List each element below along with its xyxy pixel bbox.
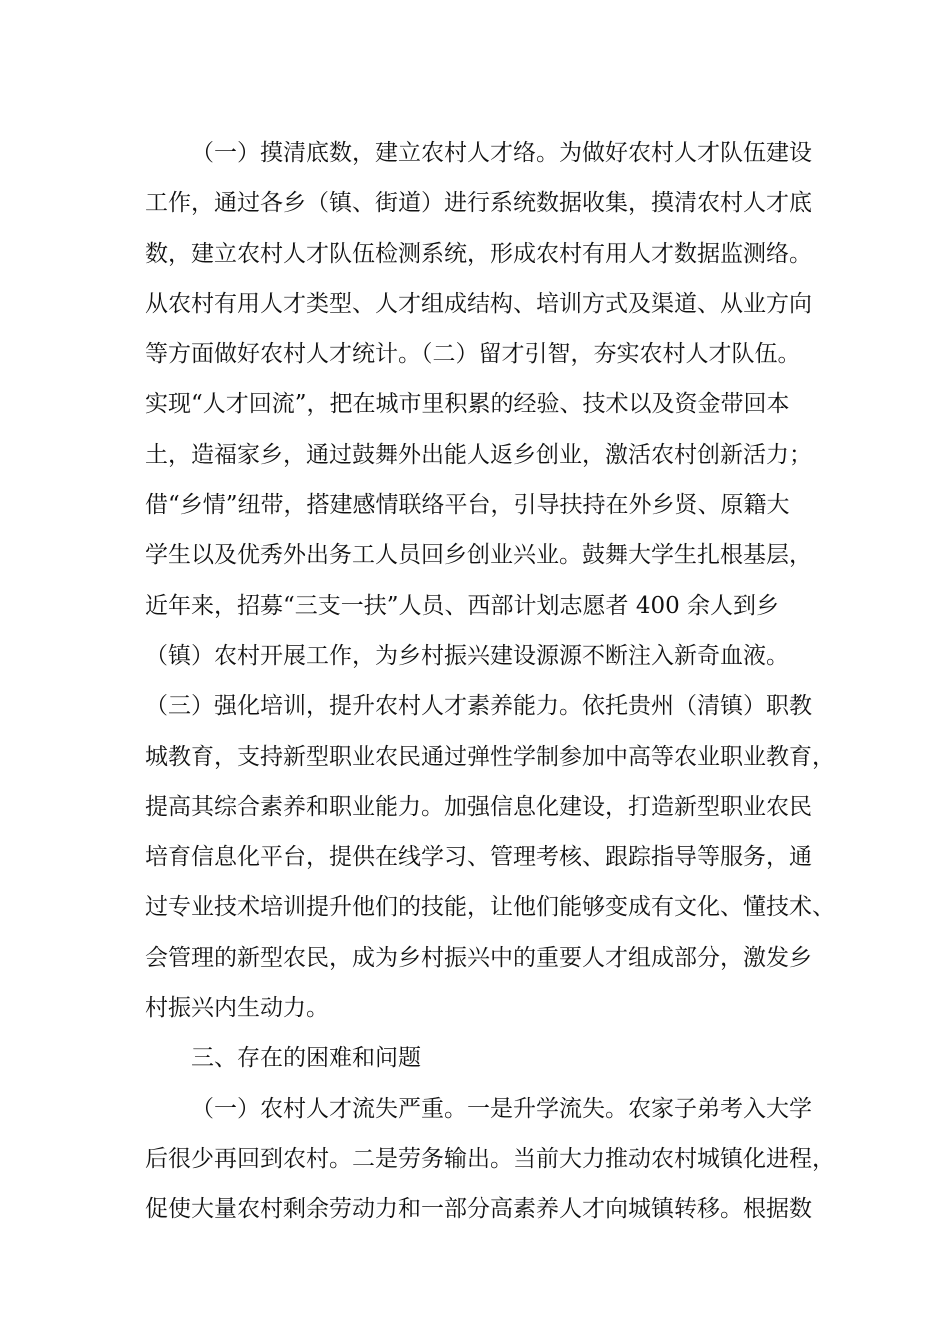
paragraph-line: （镇）农村开展工作，为乡村振兴建设源源不断注入新奇血液。 <box>145 642 789 669</box>
paragraph-line: 近年来，招募“三支一扶”人员、西部计划志愿者 400 余人到乡 <box>145 592 780 619</box>
paragraph-line: 提高其综合素养和职业能力。加强信息化建设，打造新型职业农民 <box>145 793 812 820</box>
document-body <box>145 128 835 1235</box>
paragraph-line: （一）摸清底数，建立农村人才络。为做好农村人才队伍建设 <box>191 140 812 166</box>
paragraph-line: 培育信息化平台，提供在线学习、管理考核、跟踪指导等服务，通 <box>145 844 812 871</box>
paragraph-line: 从农村有用人才类型、人才组成结构、培训方式及渠道、从业方向 <box>145 290 812 317</box>
paragraph-line: 学生以及优秀外出务工人员回乡创业兴业。鼓舞大学生扎根基层， <box>145 542 812 569</box>
paragraph-line: （三）强化培训，提升农村人才素养能力。依托贵州（清镇）职教 <box>145 693 812 720</box>
paragraph-line: 等方面做好农村人才统计。（二）留才引智，夯实农村人才队伍。 <box>145 341 801 368</box>
paragraph-line: 数，建立农村人才队伍检测系统，形成农村有用人才数据监测络。 <box>145 240 812 267</box>
section-heading: 三、存在的困难和问题 <box>191 1045 421 1072</box>
paragraph-line: 工作，通过各乡（镇、街道）进行系统数据收集，摸清农村人才底 <box>145 190 812 217</box>
paragraph-line: 后很少再回到农村。二是劳务输出。当前大力推动农村城镇化进程， <box>145 1145 835 1172</box>
paragraph-line: 借“乡情”纽带，搭建感情联络平台，引导扶持在外乡贤、原籍大 <box>145 492 790 519</box>
paragraph-line: 过专业技术培训提升他们的技能，让他们能够变成有文化、懂技术、 <box>145 894 835 921</box>
paragraph-line: 城教育，支持新型职业农民通过弹性学制参加中高等农业职业教育， <box>145 743 835 770</box>
paragraph-line: 村振兴内生动力。 <box>145 995 329 1022</box>
paragraph-line: 会管理的新型农民，成为乡村振兴中的重要人才组成部分，激发乡 <box>145 944 812 971</box>
paragraph-line: （一）农村人才流失严重。一是升学流失。农家子弟考入大学 <box>191 1095 812 1122</box>
paragraph-line: 促使大量农村剩余劳动力和一部分高素养人才向城镇转移。根据数 <box>145 1196 812 1223</box>
paragraph-line: 实现“人才回流”，把在城市里积累的经验、技术以及资金带回本 <box>145 391 790 418</box>
paragraph-line: 土，造福家乡，通过鼓舞外出能人返乡创业，激活农村创新活力； <box>145 441 812 468</box>
